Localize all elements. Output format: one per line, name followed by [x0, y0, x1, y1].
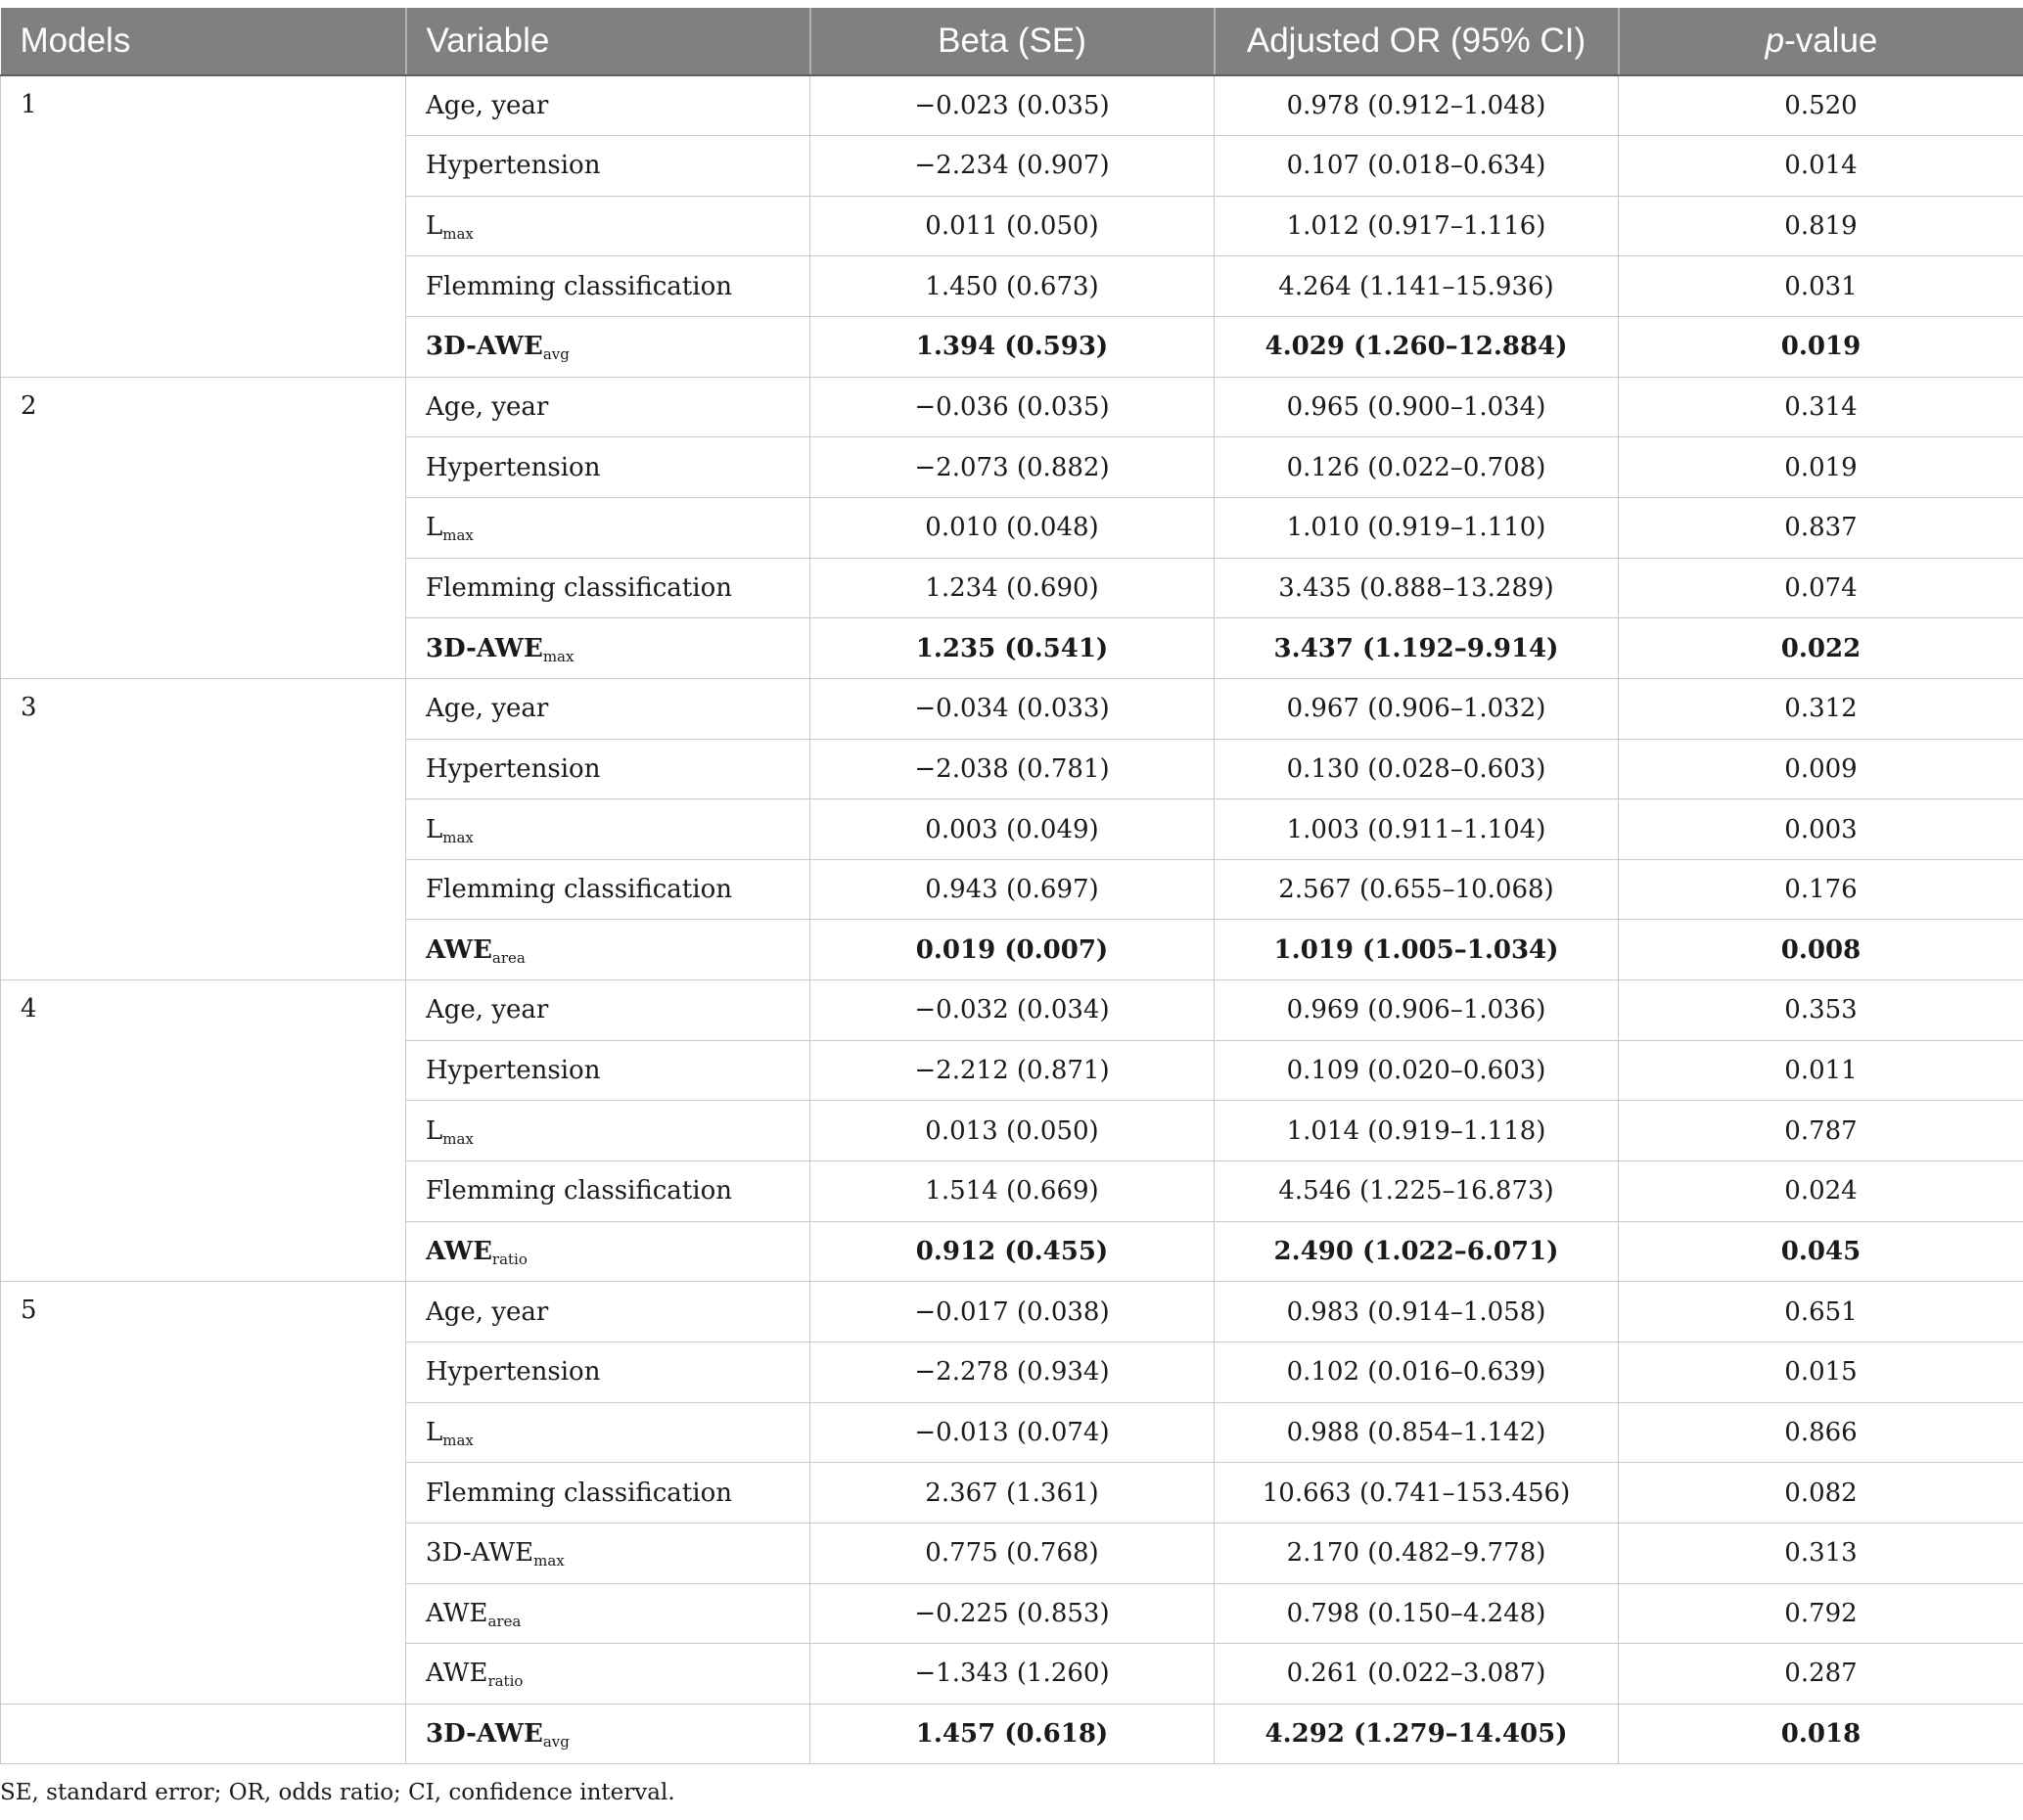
adjusted-or-cell: 2.170 (0.482–9.778) — [1215, 1523, 1619, 1583]
p-value-cell: 0.074 — [1619, 558, 2023, 618]
p-value-cell: 0.019 — [1619, 437, 2023, 498]
variable-cell — [406, 437, 810, 498]
variable-name: AWE — [426, 1598, 488, 1628]
beta-se-cell: −2.212 (0.871) — [810, 1040, 1215, 1101]
p-value-cell: 0.792 — [1619, 1583, 2023, 1644]
header-p-rest: -value — [1784, 22, 1878, 60]
variable-subscript: ratio — [491, 1250, 528, 1268]
variable-subscript: area — [491, 948, 526, 967]
adjusted-or-cell: 0.965 (0.900–1.034) — [1215, 377, 1619, 437]
variable-name: L — [426, 1417, 443, 1447]
header-models: Models — [1, 8, 406, 75]
beta-se-cell: −2.234 (0.907) — [810, 136, 1215, 197]
variable-name: Flemming classification — [426, 1176, 732, 1206]
beta-se-cell: 0.003 (0.049) — [810, 799, 1215, 860]
table-row — [1, 1282, 2023, 1342]
adjusted-or-cell: 1.010 (0.919–1.110) — [1215, 497, 1619, 558]
adjusted-or-cell: 0.126 (0.022–0.708) — [1215, 437, 1619, 498]
table-row — [1, 980, 2023, 1041]
variable-cell — [406, 980, 810, 1041]
table-row — [1, 678, 2023, 739]
variable-name: Flemming classification — [426, 1478, 732, 1508]
adjusted-or-cell: 4.292 (1.279–14.405) — [1215, 1704, 1619, 1764]
variable-name: Age, year — [426, 694, 549, 724]
variable-cell — [406, 1282, 810, 1342]
variable-subscript: max — [442, 828, 474, 846]
variable-subscript: max — [442, 225, 474, 244]
adjusted-or-cell: 0.102 (0.016–0.639) — [1215, 1342, 1619, 1402]
variable-subscript: avg — [542, 345, 570, 364]
model-number-cell: 5 — [1, 1282, 406, 1704]
model-number-cell: 4 — [1, 980, 406, 1282]
adjusted-or-cell: 2.490 (1.022–6.071) — [1215, 1221, 1619, 1282]
adjusted-or-cell: 10.663 (0.741–153.456) — [1215, 1463, 1619, 1524]
variable-cell — [406, 678, 810, 739]
adjusted-or-cell: 3.437 (1.192–9.914) — [1215, 618, 1619, 679]
header-or: Adjusted OR (95% CI) — [1215, 8, 1619, 75]
p-value-cell: 0.176 — [1619, 859, 2023, 920]
beta-se-cell: 0.775 (0.768) — [810, 1523, 1215, 1583]
variable-cell — [406, 1040, 810, 1101]
adjusted-or-cell: 1.019 (1.005–1.034) — [1215, 920, 1619, 980]
variable-name: 3D-AWE — [426, 1538, 534, 1569]
variable-subscript: max — [533, 1552, 565, 1570]
table-row — [1, 75, 2023, 136]
variable-name: Age, year — [426, 392, 549, 423]
beta-se-cell: −0.013 (0.074) — [810, 1402, 1215, 1463]
variable-cell — [406, 1221, 810, 1282]
adjusted-or-cell: 0.967 (0.906–1.032) — [1215, 678, 1619, 739]
variable-subscript: ratio — [487, 1672, 524, 1691]
model-number-cell: 2 — [1, 377, 406, 678]
adjusted-or-cell: 0.969 (0.906–1.036) — [1215, 980, 1619, 1041]
variable-cell — [406, 1644, 810, 1705]
beta-se-cell: 0.943 (0.697) — [810, 859, 1215, 920]
table-body — [1, 75, 2023, 1764]
beta-se-cell: −2.073 (0.882) — [810, 437, 1215, 498]
beta-se-cell: 0.010 (0.048) — [810, 497, 1215, 558]
adjusted-or-cell: 0.109 (0.020–0.603) — [1215, 1040, 1619, 1101]
beta-se-cell: 0.019 (0.007) — [810, 920, 1215, 980]
variable-cell — [406, 1101, 810, 1161]
variable-subscript: avg — [542, 1733, 570, 1752]
variable-name: L — [426, 1115, 443, 1146]
variable-name: Hypertension — [426, 753, 601, 784]
variable-name: 3D-AWE — [426, 1719, 543, 1750]
adjusted-or-cell: 1.014 (0.919–1.118) — [1215, 1101, 1619, 1161]
variable-cell — [406, 1342, 810, 1402]
variable-cell — [406, 75, 810, 136]
beta-se-cell: 0.912 (0.455) — [810, 1221, 1215, 1282]
results-table-container — [0, 8, 2023, 1764]
variable-cell — [406, 497, 810, 558]
p-value-cell: 0.019 — [1619, 317, 2023, 378]
adjusted-or-cell: 0.261 (0.022–3.087) — [1215, 1644, 1619, 1705]
p-value-cell: 0.312 — [1619, 678, 2023, 739]
p-value-cell: 0.014 — [1619, 136, 2023, 197]
header-beta: Beta (SE) — [810, 8, 1215, 75]
beta-se-cell: 1.394 (0.593) — [810, 317, 1215, 378]
variable-cell — [406, 859, 810, 920]
beta-se-cell: −0.225 (0.853) — [810, 1583, 1215, 1644]
variable-cell — [406, 1161, 810, 1222]
variable-name: Age, year — [426, 91, 549, 121]
adjusted-or-cell: 1.012 (0.917–1.116) — [1215, 196, 1619, 256]
p-value-cell: 0.031 — [1619, 256, 2023, 317]
header-p-italic: p — [1765, 22, 1785, 60]
p-value-cell: 0.082 — [1619, 1463, 2023, 1524]
variable-cell — [406, 377, 810, 437]
p-value-cell: 0.837 — [1619, 497, 2023, 558]
table-row — [1, 377, 2023, 437]
regression-table — [0, 8, 2023, 1764]
variable-cell — [406, 1583, 810, 1644]
variable-cell — [406, 256, 810, 317]
variable-name: Flemming classification — [426, 271, 732, 301]
variable-subscript: max — [442, 526, 474, 545]
beta-se-cell: 1.234 (0.690) — [810, 558, 1215, 618]
beta-se-cell: 1.235 (0.541) — [810, 618, 1215, 679]
variable-name: Flemming classification — [426, 572, 732, 603]
model-number-cell — [1, 1704, 406, 1764]
table-row — [1, 1704, 2023, 1764]
p-value-cell: 0.045 — [1619, 1221, 2023, 1282]
adjusted-or-cell: 3.435 (0.888–13.289) — [1215, 558, 1619, 618]
header-row — [1, 8, 2023, 75]
variable-cell — [406, 317, 810, 378]
variable-cell — [406, 558, 810, 618]
p-value-cell: 0.353 — [1619, 980, 2023, 1041]
beta-se-cell: 1.450 (0.673) — [810, 256, 1215, 317]
variable-name: L — [426, 513, 443, 543]
p-value-cell: 0.866 — [1619, 1402, 2023, 1463]
adjusted-or-cell: 0.983 (0.914–1.058) — [1215, 1282, 1619, 1342]
model-number-cell: 1 — [1, 75, 406, 377]
adjusted-or-cell: 0.130 (0.028–0.603) — [1215, 739, 1619, 799]
variable-cell — [406, 196, 810, 256]
variable-cell — [406, 920, 810, 980]
variable-cell — [406, 136, 810, 197]
adjusted-or-cell: 0.988 (0.854–1.142) — [1215, 1402, 1619, 1463]
variable-cell — [406, 799, 810, 860]
p-value-cell: 0.314 — [1619, 377, 2023, 437]
p-value-cell: 0.819 — [1619, 196, 2023, 256]
beta-se-cell: −1.343 (1.260) — [810, 1644, 1215, 1705]
variable-name: Hypertension — [426, 151, 601, 181]
p-value-cell: 0.022 — [1619, 618, 2023, 679]
p-value-cell: 0.009 — [1619, 739, 2023, 799]
variable-subscript: area — [487, 1612, 522, 1630]
variable-cell — [406, 739, 810, 799]
variable-name: L — [426, 211, 443, 242]
variable-name: 3D-AWE — [426, 332, 543, 362]
beta-se-cell: −0.032 (0.034) — [810, 980, 1215, 1041]
variable-subscript: max — [442, 1431, 474, 1449]
variable-name: 3D-AWE — [426, 633, 543, 663]
p-value-cell: 0.003 — [1619, 799, 2023, 860]
adjusted-or-cell: 0.107 (0.018–0.634) — [1215, 136, 1619, 197]
variable-name: AWE — [426, 1659, 488, 1689]
p-value-cell: 0.024 — [1619, 1161, 2023, 1222]
variable-cell — [406, 1463, 810, 1524]
adjusted-or-cell: 4.546 (1.225–16.873) — [1215, 1161, 1619, 1222]
model-number-cell: 3 — [1, 678, 406, 979]
table-footnote: SE, standard error; OR, odds ratio; CI, confidence interval. — [0, 1780, 675, 1805]
variable-name: Age, year — [426, 995, 549, 1025]
p-value-cell: 0.011 — [1619, 1040, 2023, 1101]
header-p-value — [1619, 8, 2023, 75]
beta-se-cell: −2.278 (0.934) — [810, 1342, 1215, 1402]
variable-name: Flemming classification — [426, 875, 732, 905]
adjusted-or-cell: 4.264 (1.141–15.936) — [1215, 256, 1619, 317]
variable-cell — [406, 1523, 810, 1583]
adjusted-or-cell: 2.567 (0.655–10.068) — [1215, 859, 1619, 920]
p-value-cell: 0.787 — [1619, 1101, 2023, 1161]
variable-name: Hypertension — [426, 1357, 601, 1388]
beta-se-cell: −0.034 (0.033) — [810, 678, 1215, 739]
header-variable: Variable — [406, 8, 810, 75]
adjusted-or-cell: 4.029 (1.260–12.884) — [1215, 317, 1619, 378]
beta-se-cell: −0.023 (0.035) — [810, 75, 1215, 136]
variable-name: Age, year — [426, 1297, 549, 1327]
p-value-cell: 0.287 — [1619, 1644, 2023, 1705]
variable-name: AWE — [426, 1236, 492, 1266]
table-header — [1, 8, 2023, 75]
variable-cell — [406, 618, 810, 679]
p-value-cell: 0.008 — [1619, 920, 2023, 980]
variable-cell — [406, 1704, 810, 1764]
p-value-cell: 0.651 — [1619, 1282, 2023, 1342]
adjusted-or-cell: 1.003 (0.911–1.104) — [1215, 799, 1619, 860]
variable-name: Hypertension — [426, 1056, 601, 1086]
p-value-cell: 0.313 — [1619, 1523, 2023, 1583]
variable-name: AWE — [426, 934, 492, 965]
variable-subscript: max — [442, 1129, 474, 1148]
adjusted-or-cell: 0.798 (0.150–4.248) — [1215, 1583, 1619, 1644]
p-value-cell: 0.018 — [1619, 1704, 2023, 1764]
beta-se-cell: −0.017 (0.038) — [810, 1282, 1215, 1342]
p-value-cell: 0.015 — [1619, 1342, 2023, 1402]
beta-se-cell: −2.038 (0.781) — [810, 739, 1215, 799]
beta-se-cell: 0.011 (0.050) — [810, 196, 1215, 256]
p-value-cell: 0.520 — [1619, 75, 2023, 136]
variable-name: L — [426, 814, 443, 844]
variable-subscript: max — [542, 647, 575, 665]
variable-cell — [406, 1402, 810, 1463]
variable-name: Hypertension — [426, 452, 601, 482]
beta-se-cell: 1.514 (0.669) — [810, 1161, 1215, 1222]
adjusted-or-cell: 0.978 (0.912–1.048) — [1215, 75, 1619, 136]
beta-se-cell: −0.036 (0.035) — [810, 377, 1215, 437]
beta-se-cell: 2.367 (1.361) — [810, 1463, 1215, 1524]
beta-se-cell: 1.457 (0.618) — [810, 1704, 1215, 1764]
beta-se-cell: 0.013 (0.050) — [810, 1101, 1215, 1161]
